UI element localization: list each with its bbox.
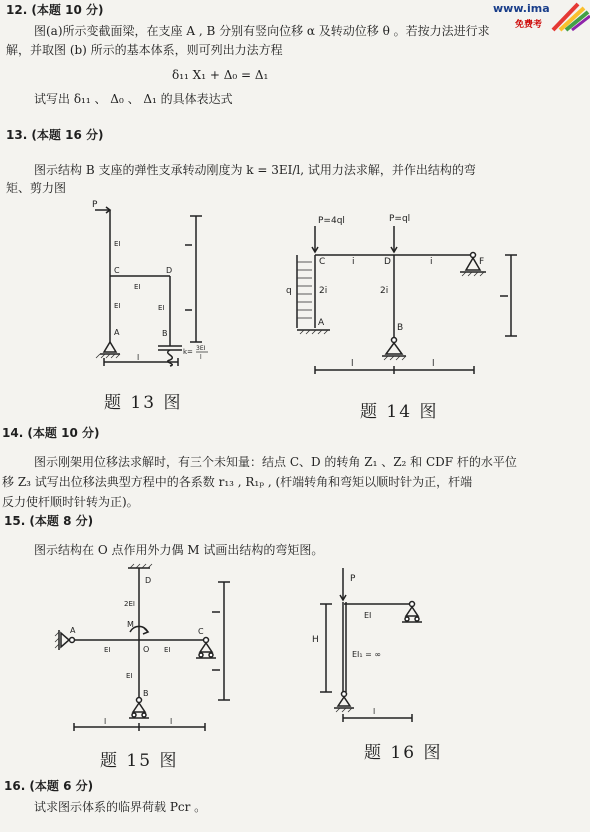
fig14-label-C: C <box>319 257 326 267</box>
fig16-label-P: P <box>350 574 356 584</box>
fig13-label-C: C <box>114 266 120 275</box>
fig15-label-M: M <box>127 620 134 629</box>
fig14-label-F: F <box>479 257 485 267</box>
fig16-label-H: H <box>312 635 319 645</box>
fig13-label-k: k= <box>183 348 193 356</box>
fig15-label-EI-bottom: EI <box>126 672 133 680</box>
fig13-caption: 题 13 图 <box>104 393 183 413</box>
logo-pencils-icon <box>548 2 588 32</box>
q15-line1: 图示结构在 O 点作用外力偶 M 试画出结构的弯矩图。 <box>34 543 324 557</box>
fig15-label-B: B <box>143 689 149 698</box>
logo-url: www.ima <box>493 2 550 15</box>
fig15-label-O: O <box>143 645 150 654</box>
q12-equation: δ₁₁ X₁ + Δ₀ = Δ₁ <box>172 68 269 82</box>
q16-header: 16. (本题 6 分) <box>4 779 94 793</box>
fig14-label-A: A <box>318 318 325 328</box>
fig14-label-2i-left: 2i <box>319 286 328 296</box>
fig14-label-i2: i <box>430 257 433 267</box>
fig13-label-A: A <box>114 328 120 337</box>
q12-header: 12. (本题 10 分) <box>6 3 104 17</box>
fig13-label-B: B <box>162 329 168 338</box>
fig14-label-i1: i <box>352 257 355 267</box>
fig15-caption: 题 15 图 <box>100 751 179 771</box>
fig15-label-l1: l <box>104 717 107 726</box>
fig14-load2: P=ql <box>389 214 411 224</box>
q15-header: 15. (本题 8 分) <box>4 514 94 528</box>
fig14-load1: P=4ql <box>318 216 345 226</box>
fig13-label-EI-right: EI <box>158 304 165 312</box>
fig13-label-l: l <box>137 353 140 362</box>
fig14-label-q: q <box>286 286 292 296</box>
fig13-label-P: P <box>92 200 98 210</box>
fig13-label-D: D <box>166 266 173 275</box>
fig14-label-l1: l <box>351 359 354 369</box>
fig13-label-EI-mid: EI <box>134 283 141 291</box>
fig15-label-EI-right: EI <box>164 646 171 654</box>
q14-header: 14. (本题 10 分) <box>2 426 100 440</box>
q12-line1: 图(a)所示变截面梁，在支座 A , B 分别有竖向位移 α 及转动位移 θ 。若按力法进行求 <box>34 24 490 38</box>
q13-line1: 图示结构 B 支座的弹性支承转动刚度为 k = 3EI/l, 试用力法求解，并作出结构的弯 <box>34 163 476 177</box>
q14-line3: 反力使杆顺时针转为正)。 <box>2 495 139 509</box>
fig13-label-EI-left: EI <box>114 302 121 310</box>
fig13-label-k-num: 3EI <box>196 345 206 352</box>
fig16-label-EI-col: EI₁ = ∞ <box>352 650 382 659</box>
site-logo <box>493 2 588 32</box>
fig14-caption: 题 14 图 <box>360 402 439 422</box>
fig15-label-D: D <box>145 576 152 585</box>
q14-line2: 移 Z₃ 试写出位移法典型方程中的各系数 r₁₃ , R₁ₚ , (杆端转角和弯矩以顺时针为正，杆端 <box>2 475 473 489</box>
fig16-label-EI-beam: EI <box>364 611 372 620</box>
fig15-label-A: A <box>70 626 76 635</box>
q12-line2: 解，并取图 (b) 所示的基本体系，则可列出力法方程 <box>6 43 283 57</box>
logo-tag: 免费考 <box>515 20 543 30</box>
fig15-label-l2: l <box>170 717 173 726</box>
fig13-label-k-den: l <box>200 354 202 361</box>
fig16-caption: 题 16 图 <box>364 743 443 763</box>
fig14-label-D: D <box>384 257 391 267</box>
q16-line1: 试求图示体系的临界荷载 Pcr 。 <box>34 800 207 814</box>
fig14-label-B: B <box>397 323 404 333</box>
fig13-label-EI-top: EI <box>114 240 121 248</box>
q13-line2: 矩、剪力图 <box>6 181 67 195</box>
q13-header: 13. (本题 16 分) <box>6 128 104 142</box>
fig16-label-l: l <box>373 707 376 716</box>
fig15-label-C: C <box>198 627 204 636</box>
q12-line3: 试写出 δ₁₁ 、 Δ₀ 、 Δ₁ 的具体表达式 <box>34 92 233 106</box>
fig15-label-2EI: 2EI <box>124 600 135 608</box>
fig15-label-EI-left: EI <box>104 646 111 654</box>
q14-line1: 图示刚架用位移法求解时，有三个未知量：结点 C、D 的转角 Z₁ 、Z₂ 和 CDF 杆的水平位 <box>34 455 517 469</box>
fig14-label-l2: l <box>432 359 435 369</box>
fig14-label-2i-right: 2i <box>380 286 389 296</box>
